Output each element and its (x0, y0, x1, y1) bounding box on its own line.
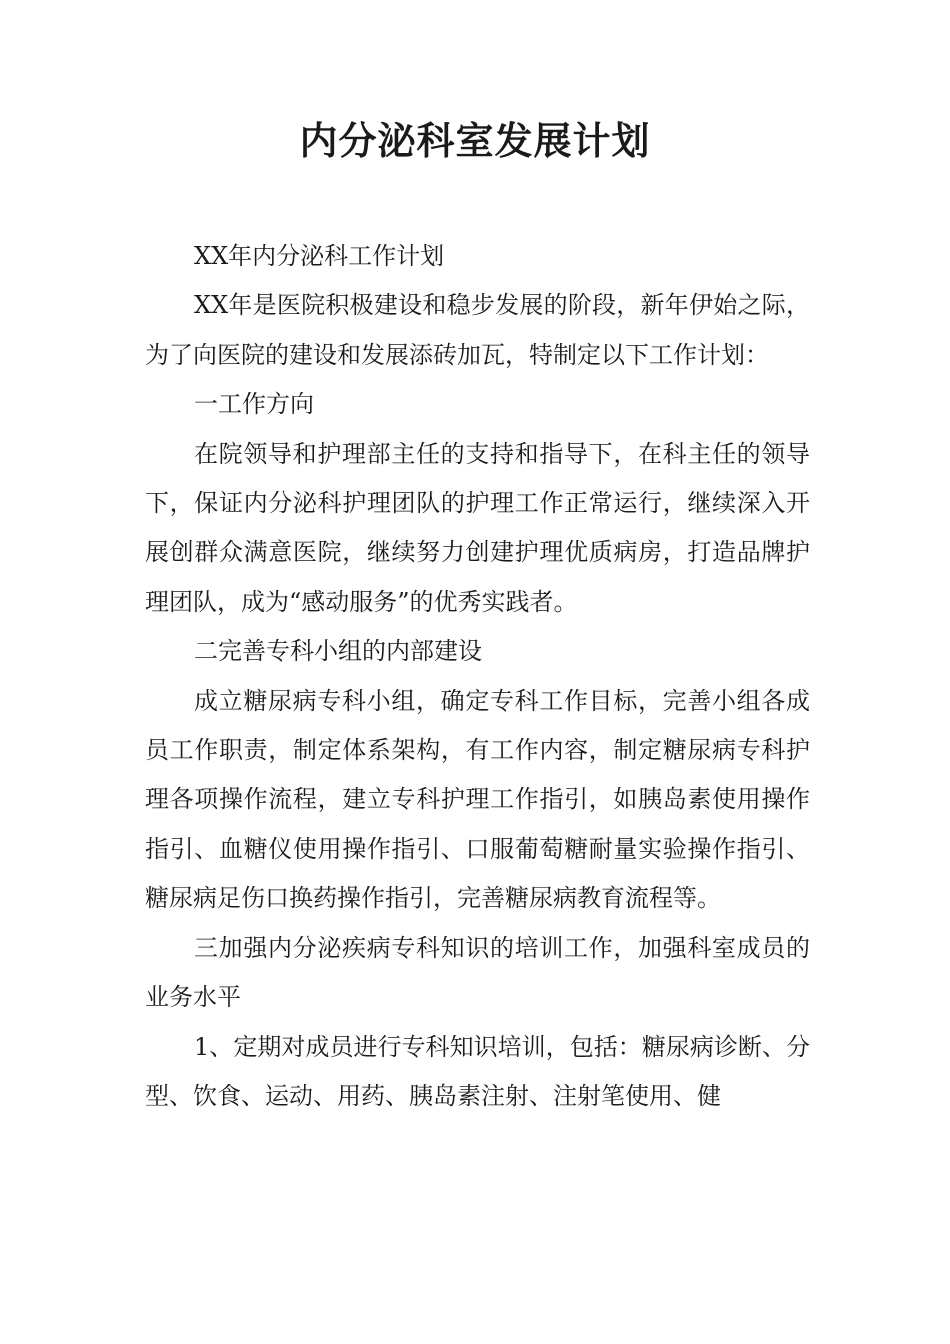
paragraph-specialty-group: 成立糖尿病专科小组，确定专科工作目标，完善小组各成员工作职责，制定体系架构，有工作内容，制定糖尿病专科护理各项操作流程，建立专科护理工作指引，如胰岛素使用操作指引、血糖仪使用操作指引、口服葡萄糖耐量实验操作指引、糖尿病足伤口换药操作指引，完善糖尿病教育流程等。 (145, 686, 810, 913)
paragraph-intro: XX年是医院积极建设和稳步发展的阶段，新年伊始之际，为了向医院的建设和发展添砖加瓦，特制定以下工作计划： (145, 291, 810, 369)
paragraph-work-direction: 在院领导和护理部主任的支持和指导下，在科主任的领导下，保证内分泌科护理团队的护理工作正常运行，继续深入开展创群众满意医院，继续努力创建护理优质病房，打造品牌护理团队，成为“感动服务”的优秀实践者。 (145, 439, 810, 616)
paragraph-plan-heading: XX年内分泌科工作计划 (194, 242, 445, 270)
section-heading-work-direction: 一工作方向 (194, 390, 314, 419)
document-body (145, 232, 810, 1121)
paragraph-training-item-1: 1、定期对成员进行专科知识培训，包括：糖尿病诊断、分型、饮食、运动、用药、胰岛素注射、注射笔使用、健 (145, 1032, 810, 1110)
section-heading-specialty-group: 二完善专科小组的内部建设 (194, 637, 482, 666)
section-heading-training: 三加强内分泌疾病专科知识的培训工作，加强科室成员的业务水平 (145, 933, 810, 1012)
document-title: 内分泌科室发展计划 (299, 119, 651, 163)
